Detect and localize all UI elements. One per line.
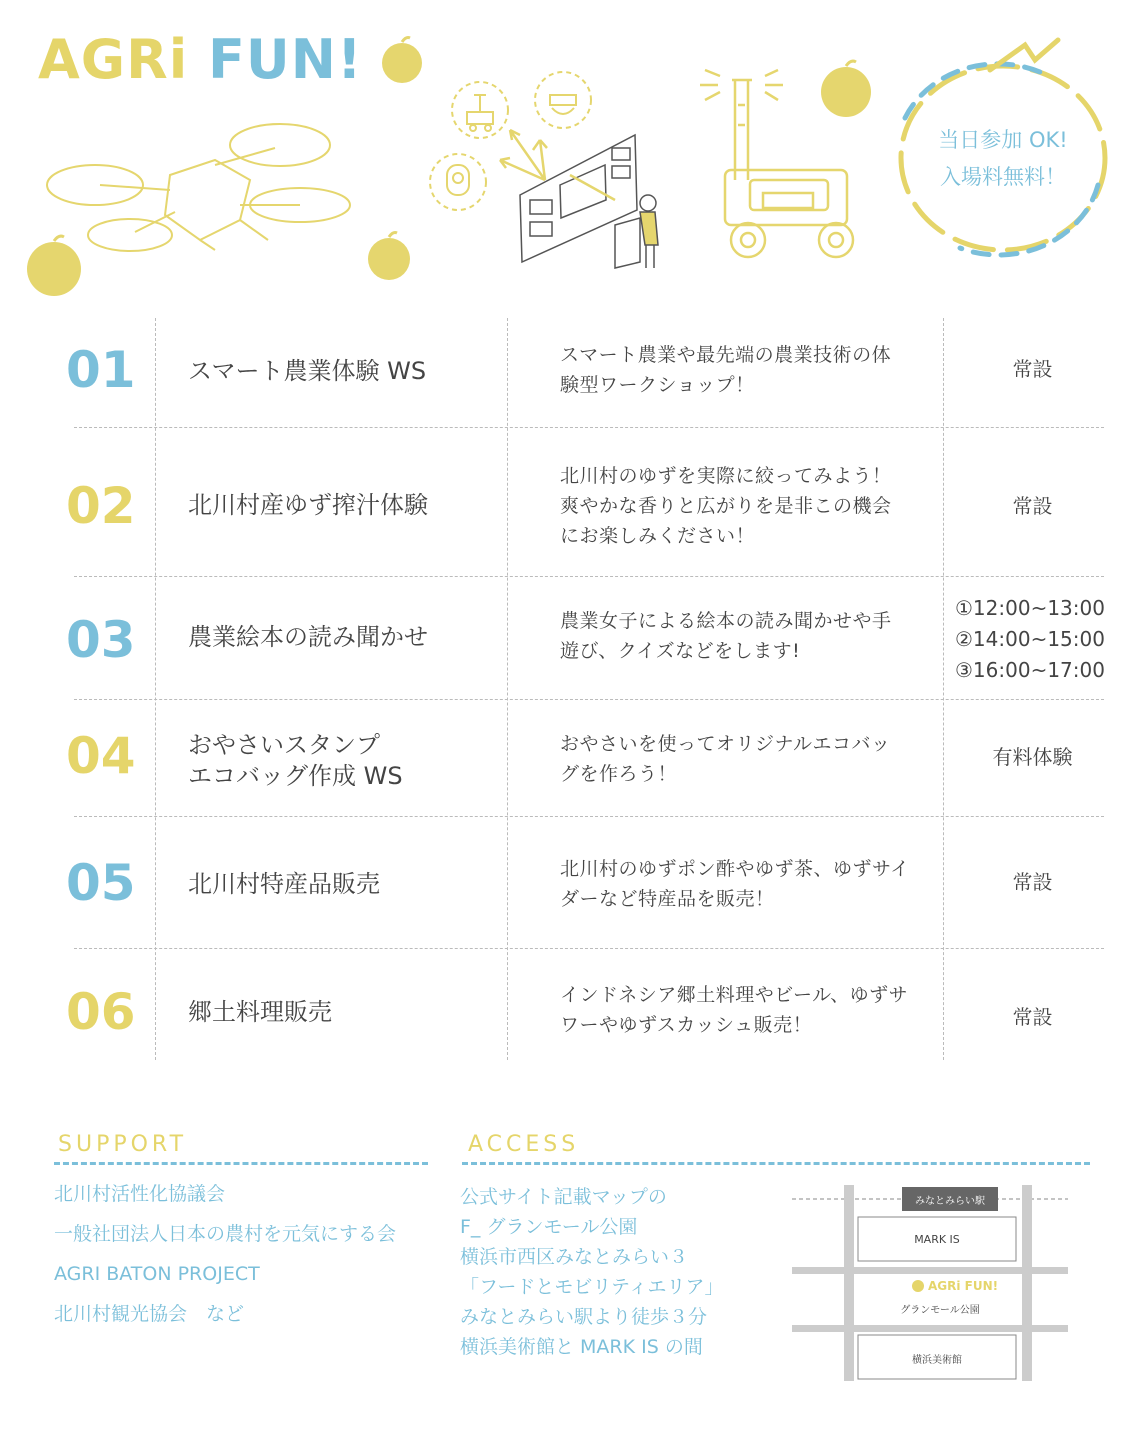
yuzu-icon: [368, 233, 410, 281]
event-schedule: [955, 593, 1135, 686]
map-station-label: みなとみらい駅: [915, 1196, 985, 1207]
map-event-label: AGRi FUN!: [928, 1279, 999, 1293]
map-park-label: グランモール公園: [900, 1305, 980, 1316]
event-description: 農業女子による絵本の読み聞かせや手遊び、クイズなどをします!: [560, 610, 892, 662]
event-row: [0, 700, 1144, 816]
support-item: 北川村活性化協議会: [54, 1183, 226, 1205]
event-title: 北川村特産品販売: [188, 870, 380, 898]
support-item: AGRI BATON PROJECT: [54, 1263, 260, 1285]
access-line: みなとみらい駅より徒歩３分: [460, 1306, 708, 1328]
arrow-icon: [500, 130, 615, 200]
map-mark-is-label: MARK IS: [914, 1233, 960, 1246]
yuzu-icon: [821, 61, 871, 117]
event-row: [0, 428, 1144, 576]
event-schedule: 有料体験: [992, 745, 1073, 769]
drone-icon: [47, 124, 350, 251]
support-item: 一般社団法人日本の農村を元気にする会: [54, 1223, 397, 1245]
logo-fun: FUN!: [208, 28, 363, 91]
access-line: 公式サイト記載マップの: [460, 1186, 667, 1208]
event-title: スマート農業体験 WS: [188, 357, 427, 385]
event-number: 06: [66, 983, 136, 1041]
event-description: おやさいを使ってオリジナルエコバッグを作ろう！: [560, 733, 891, 785]
event-row: [0, 577, 1144, 699]
event-title: 北川村産ゆず搾汁体験: [188, 491, 428, 519]
event-title: [188, 730, 498, 792]
support-item: 北川村観光協会 など: [54, 1303, 245, 1325]
event-row: [0, 318, 1144, 428]
vr-headset-icon: [535, 72, 591, 128]
support-list: [54, 1174, 454, 1334]
event-schedule: 常設: [1012, 357, 1053, 381]
event-row: [0, 949, 1144, 1060]
badge-line-same-day: 当日参加 OK!: [938, 128, 1068, 152]
logo-agri: AGRi: [38, 28, 189, 91]
access-map: [790, 1183, 1070, 1383]
map-museum-label: 横浜美術館: [912, 1355, 962, 1366]
access-line: F_ グランモール公園: [460, 1216, 638, 1238]
event-row: [0, 817, 1144, 949]
support-rule: [54, 1162, 428, 1165]
event-description: 北川村のゆずを実際に絞ってみよう！爽やかな香りと広がりを是非この機会にお楽しみください！: [560, 465, 892, 547]
support-heading: SUPPORT: [58, 1132, 188, 1157]
event-schedule: 常設: [1012, 870, 1053, 894]
event-title: 郷土料理販売: [188, 998, 332, 1026]
event-description: 北川村のゆずポン酢やゆず茶、ゆずサイダーなど特産品を販売！: [560, 858, 910, 910]
event-logo: [38, 30, 363, 90]
event-schedule: 常設: [1012, 494, 1053, 518]
event-schedule: 常設: [1012, 1005, 1053, 1029]
event-number: 05: [66, 854, 136, 912]
access-directions: [460, 1182, 780, 1362]
access-heading: ACCESS: [468, 1132, 580, 1157]
access-rule: [462, 1162, 1090, 1165]
admission-badge: [918, 122, 1088, 196]
event-title-line: おやさいスタンプ: [188, 731, 380, 759]
event-number: 03: [66, 611, 136, 669]
time-slot: ①12:00~13:00: [955, 596, 1105, 620]
yuzu-icon: [382, 38, 422, 84]
time-slot: ②14:00~15:00: [955, 627, 1105, 651]
event-description: インドネシア郷土料理やビール、ゆずサワーやゆずスカッシュ販売！: [560, 984, 909, 1036]
badge-line-free: 入場料無料！: [940, 165, 1066, 189]
event-title: 農業絵本の読み聞かせ: [188, 623, 428, 651]
access-line: 「フードとモビリティエリア」: [460, 1276, 724, 1298]
event-number: 02: [66, 477, 136, 535]
event-number: 04: [66, 727, 136, 785]
time-slot: ③16:00~17:00: [955, 658, 1105, 682]
access-line: 横浜市西区みなとみらい３: [460, 1246, 689, 1268]
access-line: 横浜美術館と MARK IS の間: [460, 1336, 703, 1358]
event-title-line: エコバッグ作成 WS: [188, 762, 403, 790]
yuzu-icon: [27, 236, 81, 296]
event-number: 01: [66, 341, 136, 399]
event-description: スマート農業や最先端の農業技術の体験型ワークショップ！: [560, 344, 892, 396]
